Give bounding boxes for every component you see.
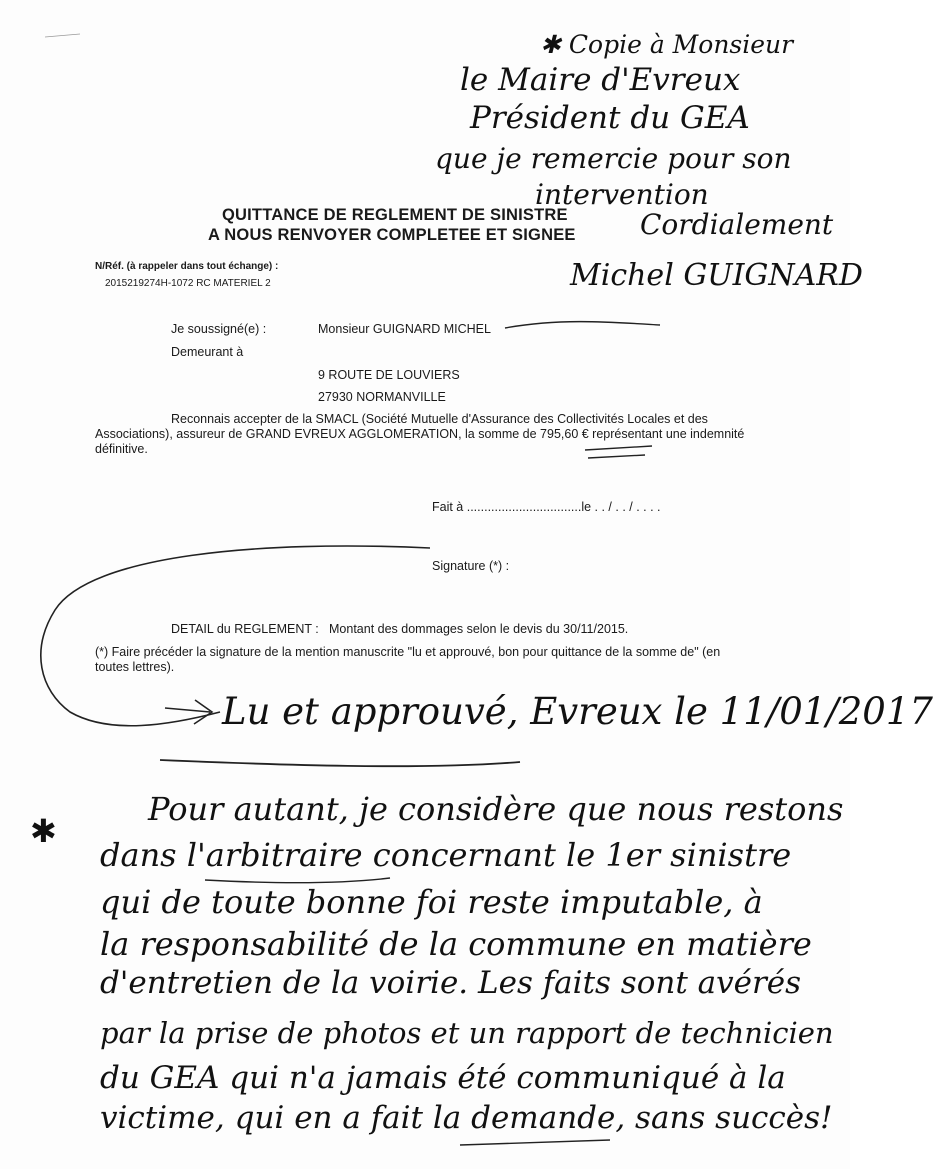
comment-line-7: du GEA qui n'a jamais été communiqué à la	[100, 1060, 786, 1096]
star-mark: ✱	[30, 812, 57, 850]
name-underline	[505, 322, 660, 328]
comment-line-4: la responsabilité de la commune en matière	[100, 925, 812, 963]
footnote: (*) Faire précéder la signature de la mention manuscrite "lu et approuvé, bon pour quittance de la somme de" (en toutes lettres).	[95, 645, 721, 674]
acceptance-paragraph: Reconnais accepter de la SMACL (Société Mutuelle d'Assurance des Collectivités Locales et des Associations), assureur de GRAND EVREUX AGGLOMERATION, la somme de 795,60 € représentant une indemnité définitive.	[95, 412, 745, 456]
scan-mark	[45, 34, 80, 37]
demeurant-label: Demeurant à	[171, 345, 244, 359]
address-line-1: 9 ROUTE DE LOUVIERS	[318, 368, 460, 382]
detail-label: DETAIL du REGLEMENT :	[171, 622, 319, 636]
reference-value: 2015219274H-1072 RC MATERIEL 2	[105, 278, 271, 289]
comment-line-1: Pour autant, je considère que nous restons	[148, 790, 844, 828]
handwritten-lu-et-approuve: Lu et approuvé, Evreux le 11/01/2017	[222, 690, 933, 733]
arrow-to-lu-approuve	[165, 700, 212, 724]
handwritten-note-line-5: intervention	[535, 178, 709, 211]
comment-line-2: dans l'arbitraire concernant le 1er sinistre	[100, 836, 792, 874]
comment-line-5: d'entretien de la voirie. Les faits sont avérés	[100, 965, 802, 1001]
soussigne-label: Je soussigné(e) :	[171, 322, 267, 336]
address-line-2: 27930 NORMANVILLE	[318, 390, 446, 404]
document-title-line-2: A NOUS RENVOYER COMPLETEE ET SIGNEE	[208, 226, 576, 244]
comment-line-3: qui de toute bonne foi reste imputable, à	[100, 883, 763, 921]
reference-label: N/Réf. (à rappeler dans tout échange) :	[95, 261, 279, 272]
detail-value: Montant des dommages selon le devis du 30/11/2015.	[329, 622, 629, 636]
comment-line-6: par la prise de photos et un rapport de technicien	[100, 1016, 834, 1050]
handwritten-note-line-3: Président du GEA	[470, 100, 750, 136]
comment-line-8: victime, qui en a fait la demande, sans succès!	[100, 1100, 833, 1136]
signature-label: Signature (*) :	[432, 559, 510, 573]
lu-approuve-underline	[160, 760, 520, 766]
handwritten-signature: Michel GUIGNARD	[570, 258, 863, 293]
handwritten-note-line-6: Cordialement	[640, 208, 834, 241]
handwritten-note-line-2: le Maire d'Evreux	[460, 62, 741, 98]
soussigne-value: Monsieur GUIGNARD MICHEL	[318, 322, 491, 336]
fait-a-line: Fait à .................................le . . / . . / . . . .	[432, 500, 661, 514]
demande-underline	[460, 1140, 610, 1145]
handwritten-note-line-1: ✱ Copie à Monsieur	[540, 30, 794, 59]
handwritten-note-line-4: que je remercie pour son	[435, 142, 792, 175]
document-title-line-1: QUITTANCE DE REGLEMENT DE SINISTRE	[222, 206, 568, 224]
